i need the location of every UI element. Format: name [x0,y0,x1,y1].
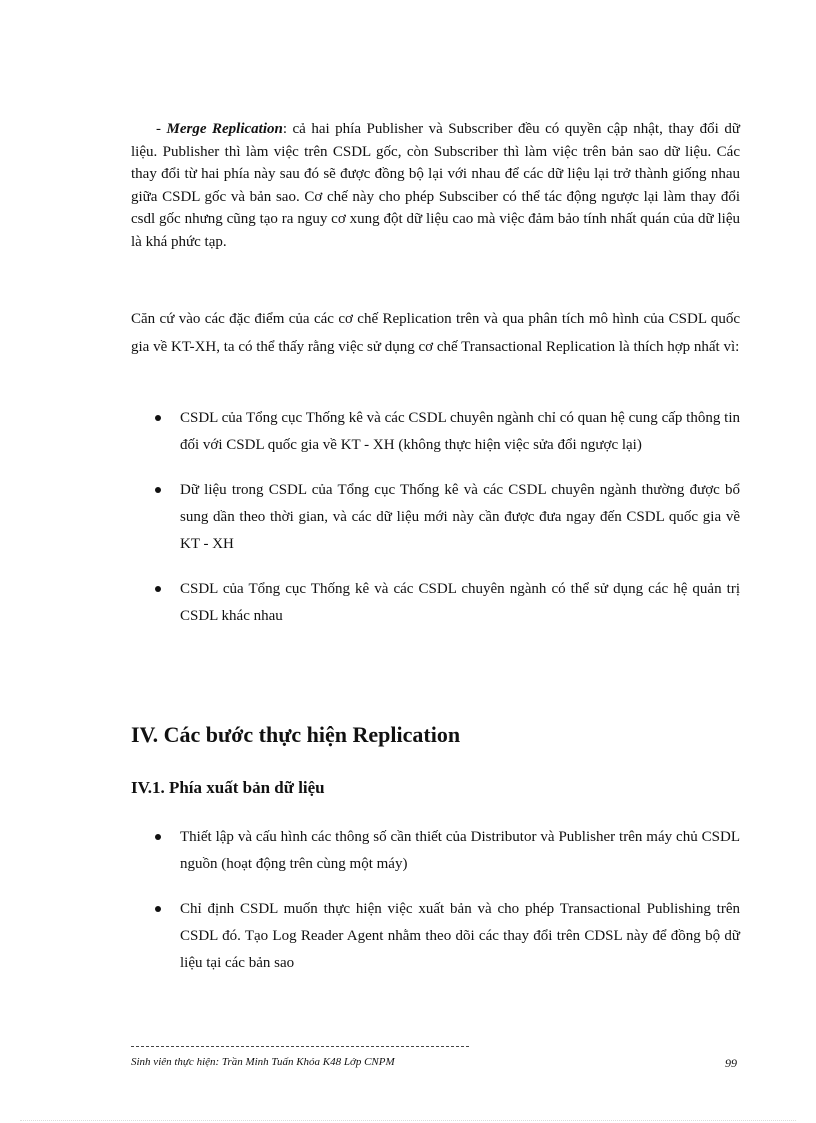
steps-list [131,824,740,977]
step-item-1 [131,824,740,878]
reason-text-3: CSDL của Tổng cục Thống kê và các CSDL chuyên ngành có thể sử dụng các hệ quản trị CSDL khác nhau [180,581,740,624]
page-number: 99 [725,1056,737,1070]
bullet-icon [155,906,161,912]
bullet-icon [155,487,161,493]
reason-item-2 [131,477,740,558]
intro-paragraph: Căn cứ vào các đặc điểm của các cơ chế Replication trên và qua phân tích mô hình của CSDL quốc gia về KT-XH, ta có thể thấy rằng việc sử dụng cơ chế Transactional Replication là thích hợp nhất vì: [131,311,740,355]
footer-divider [131,1046,469,1047]
bullet-icon [155,415,161,421]
page-edge-divider [20,1120,796,1121]
merge-replication-term: Merge Replication [166,121,283,137]
subsection-heading: IV.1. Phía xuất bản dữ liệu [131,778,325,797]
reason-text-1: CSDL của Tổng cục Thống kê và các CSDL chuyên ngành chỉ có quan hệ cung cấp thông tin đối với CSDL quốc gia về KT - XH (không thực hiện việc sửa đổi ngược lại) [180,410,740,453]
step-text-2: Chỉ định CSDL muốn thực hiện việc xuất bản và cho phép Transactional Publishing trên CSDL đó. Tạo Log Reader Agent nhằm theo dõi các thay đổi trên CDSL này để đồng bộ dữ liệu tại các bản sao [180,901,740,971]
reason-item-1 [131,405,740,459]
step-text-1: Thiết lập và cấu hình các thông số cần thiết của Distributor và Publisher trên máy chủ CSDL nguồn (hoạt động trên cùng một máy) [180,829,740,872]
reason-item-3 [131,576,740,630]
bullet-icon [155,834,161,840]
bullet-icon [155,586,161,592]
step-item-2 [131,896,740,977]
section-heading: IV. Các bước thực hiện Replication [131,722,461,747]
reason-text-2: Dữ liệu trong CSDL của Tổng cục Thống kê và các CSDL chuyên ngành thường được bổ sung dần theo thời gian, và các dữ liệu mới này cần được đưa ngay đến CSDL quốc gia về KT - XH [180,482,740,552]
merge-replication-paragraph [131,118,740,253]
merge-lead: - [156,121,167,137]
merge-replication-body: : cả hai phía Publisher và Subscriber đều có quyền cập nhật, thay đổi dữ liệu. Publisher thì làm việc trên CSDL gốc, còn Subscriber thì làm việc trên bản sao dữ liệu. Các thay đổi từ hai phía này sau đó sẽ được đồng bộ lại với nhau để các dữ liệu lại trở thành giống nhau giữa CSDL gốc và bản sao. Cơ chế này cho phép Subsciber có thể tác động ngược lại làm thay đổi csdl gốc nhưng cũng tạo ra nguy cơ xung đột dữ liệu cao mà việc đảm bảo tính nhất quán của dữ liệu là khá phức tạp. [131,121,740,250]
reasons-list [131,405,740,630]
footer-author: Sinh viên thực hiện: Trần Minh Tuấn Khóa K48 Lớp CNPM [131,1056,395,1068]
